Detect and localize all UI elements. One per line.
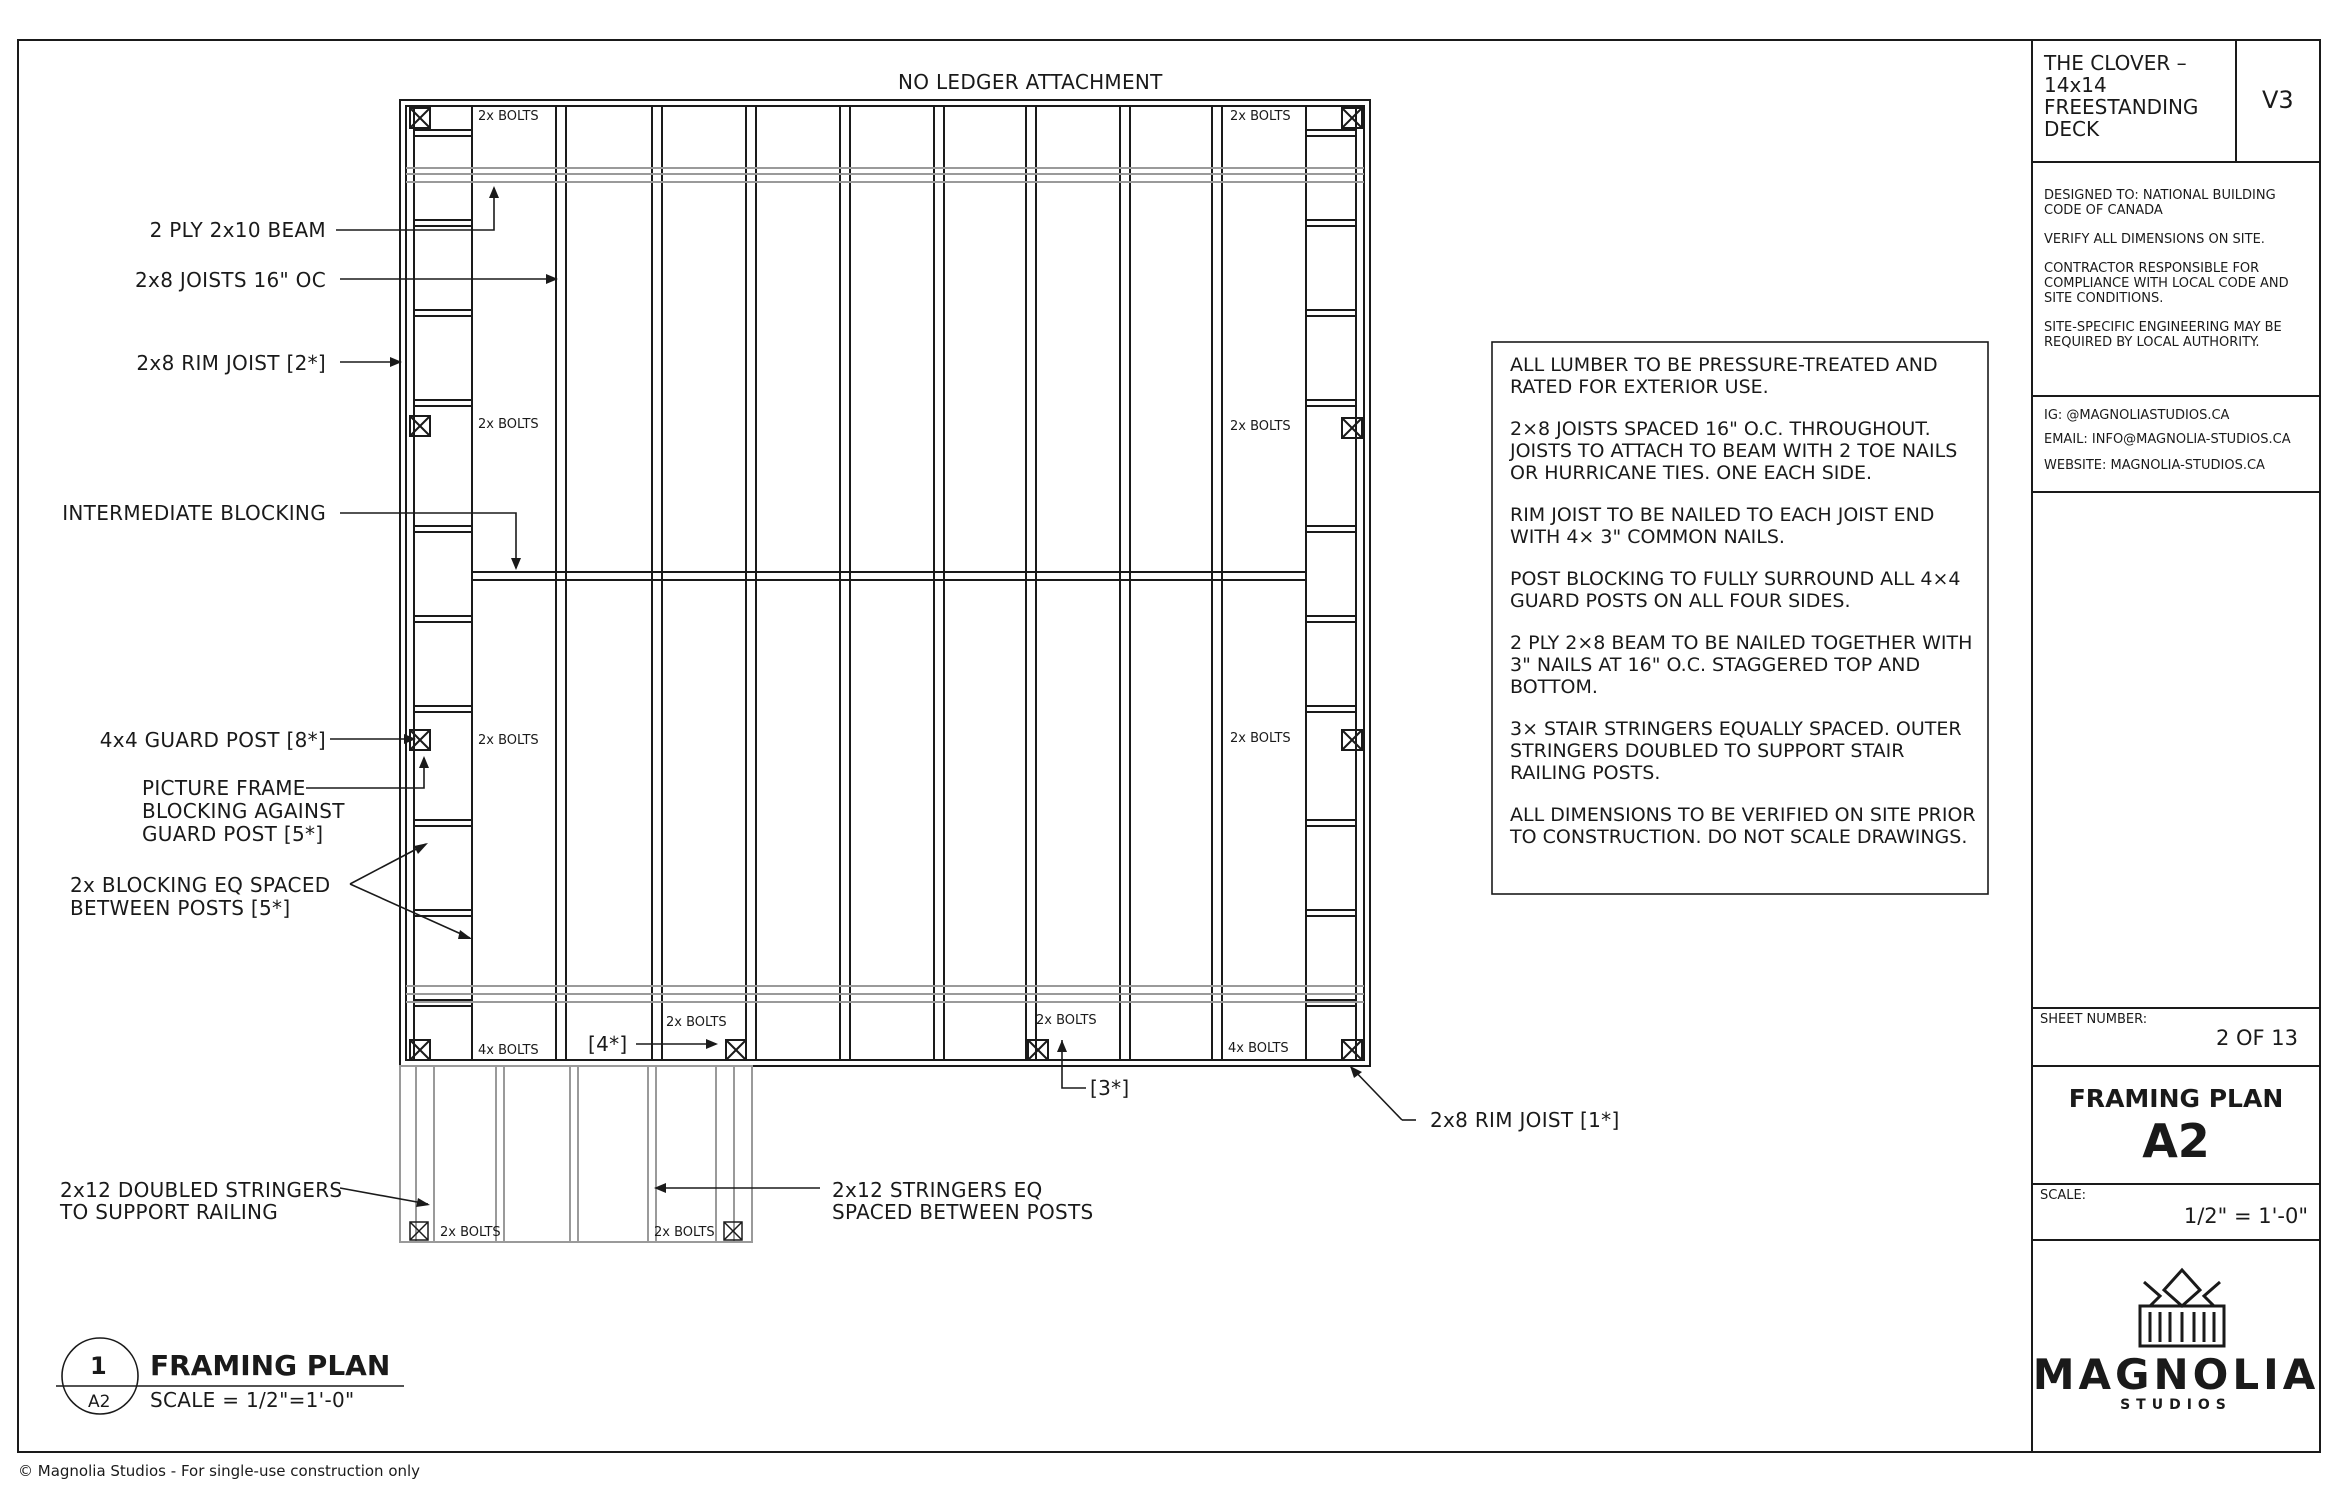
intermediate-blocking-callout: INTERMEDIATE BLOCKING <box>62 501 326 525</box>
bolt-label: 2x BOLTS <box>1230 419 1291 434</box>
bolt-label: 2x BOLTS <box>478 733 539 748</box>
contact-email: EMAIL: INFO@MAGNOLIA-STUDIOS.CA <box>2044 432 2291 447</box>
eq-stringers-line1: 2x12 STRINGERS EQ <box>832 1178 1043 1202</box>
design-note: VERIFY ALL DIMENSIONS ON SITE. <box>2044 232 2265 247</box>
note-item: ALL DIMENSIONS TO BE VERIFIED ON SITE PRIOR TO CONSTRUCTION. DO NOT SCALE DRAWINGS. <box>1510 804 1976 848</box>
tag-3: [3*] <box>1090 1076 1130 1100</box>
note-item: POST BLOCKING TO FULLY SURROUND ALL 4×4 GUARD POSTS ON ALL FOUR SIDES. <box>1510 568 1961 612</box>
detail-sheet: A2 <box>88 1392 111 1412</box>
scale-value: 1/2" = 1'-0" <box>2183 1204 2308 1228</box>
contact-ig: IG: @MAGNOLIASTUDIOS.CA <box>2044 408 2230 423</box>
picture-frame-callout-line1: PICTURE FRAME <box>142 776 306 800</box>
detail-title: FRAMING PLAN <box>150 1349 391 1382</box>
bolt-label: 4x BOLTS <box>1228 1041 1289 1056</box>
detail-number: 1 <box>90 1352 107 1380</box>
design-note: CONTRACTOR RESPONSIBLE FOR COMPLIANCE WITH LOCAL CODE AND SITE CONDITIONS. <box>2044 261 2289 306</box>
bolt-label: 2x BOLTS <box>478 109 539 124</box>
bolt-label: 2x BOLTS <box>1036 1013 1097 1028</box>
note-item: 3× STAIR STRINGERS EQUALLY SPACED. OUTER STRINGERS DOUBLED TO SUPPORT STAIR RAILING POSTS. <box>1510 718 1962 784</box>
detail-scale: SCALE = 1/2"=1'-0" <box>150 1388 355 1412</box>
beam-callout: 2 PLY 2x10 BEAM <box>149 218 326 242</box>
stairs <box>400 1066 752 1242</box>
contact-website: WEBSITE: MAGNOLIA-STUDIOS.CA <box>2044 458 2265 473</box>
logo-subtitle: STUDIOS <box>2120 1397 2232 1413</box>
bolt-label: 2x BOLTS <box>440 1225 501 1240</box>
sheet-number: 2 OF 13 <box>2215 1026 2298 1050</box>
sheet-number-label: SHEET NUMBER: <box>2040 1012 2148 1027</box>
version: V3 <box>2262 86 2294 114</box>
eq-stringers-line2: SPACED BETWEEN POSTS <box>832 1200 1094 1224</box>
picture-frame-callout-line2: BLOCKING AGAINST <box>142 799 345 823</box>
sheet-id: A2 <box>2142 1114 2210 1168</box>
note-item: RIM JOIST TO BE NAILED TO EACH JOIST END WITH 4× 3" COMMON NAILS. <box>1510 504 1935 548</box>
bolt-label: 2x BOLTS <box>1230 109 1291 124</box>
scale-label: SCALE: <box>2040 1188 2087 1203</box>
doubled-stringers-line1: 2x12 DOUBLED STRINGERS <box>60 1178 343 1202</box>
eq-blocking-callout-line1: 2x BLOCKING EQ SPACED <box>70 873 331 897</box>
design-note: DESIGNED TO: NATIONAL BUILDING CODE OF CANADA <box>2044 188 2276 218</box>
logo-mark <box>2140 1270 2224 1346</box>
rim-joist-1-callout: 2x8 RIM JOIST [1*] <box>1430 1108 1620 1132</box>
deck-outline <box>400 100 1370 1066</box>
tag-4: [4*] <box>588 1032 628 1056</box>
design-notes <box>2044 188 2294 350</box>
sheet-title: FRAMING PLAN <box>2068 1084 2284 1113</box>
note-item: 2 PLY 2×8 BEAM TO BE NAILED TOGETHER WITH 3" NAILS AT 16" O.C. STAGGERED TOP AND BOTTOM. <box>1510 632 1973 698</box>
beams <box>406 168 1364 1002</box>
note-item: ALL LUMBER TO BE PRESSURE-TREATED AND RATED FOR EXTERIOR USE. <box>1510 354 1938 398</box>
bolt-label: 4x BOLTS <box>478 1043 539 1058</box>
guard-posts <box>410 108 1362 1060</box>
bolt-label: 2x BOLTS <box>1230 731 1291 746</box>
copyright-footer: © Magnolia Studios - For single-use construction only <box>18 1462 421 1480</box>
eq-blocking-callout-line2: BETWEEN POSTS [5*] <box>70 896 291 920</box>
joists <box>556 106 1222 1060</box>
no-ledger-label: NO LEDGER ATTACHMENT <box>898 70 1163 94</box>
joists-callout: 2x8 JOISTS 16" OC <box>135 268 326 292</box>
note-item: 2×8 JOISTS SPACED 16" O.C. THROUGHOUT. JOISTS TO ATTACH TO BEAM WITH 2 TOE NAILS OR HURRICANE TIES. ONE EACH SIDE. <box>1510 418 1958 484</box>
doubled-stringers-line2: TO SUPPORT RAILING <box>60 1200 279 1224</box>
intermediate-blocking <box>472 572 1306 580</box>
bolt-label: 2x BOLTS <box>478 417 539 432</box>
general-notes <box>1510 354 1980 848</box>
logo-wordmark: MAGNOLIA <box>2032 1350 2320 1399</box>
picture-frame-callout-line3: GUARD POST [5*] <box>142 822 324 846</box>
bolt-label: 2x BOLTS <box>666 1015 727 1030</box>
design-note: SITE-SPECIFIC ENGINEERING MAY BE REQUIRED BY LOCAL AUTHORITY. <box>2044 320 2282 350</box>
project-title: THE CLOVER – 14x14 FREESTANDING DECK <box>2044 51 2199 141</box>
rim-joist-2-callout: 2x8 RIM JOIST [2*] <box>136 351 326 375</box>
bolt-label: 2x BOLTS <box>654 1225 715 1240</box>
guard-post-callout: 4x4 GUARD POST [8*] <box>99 728 326 752</box>
